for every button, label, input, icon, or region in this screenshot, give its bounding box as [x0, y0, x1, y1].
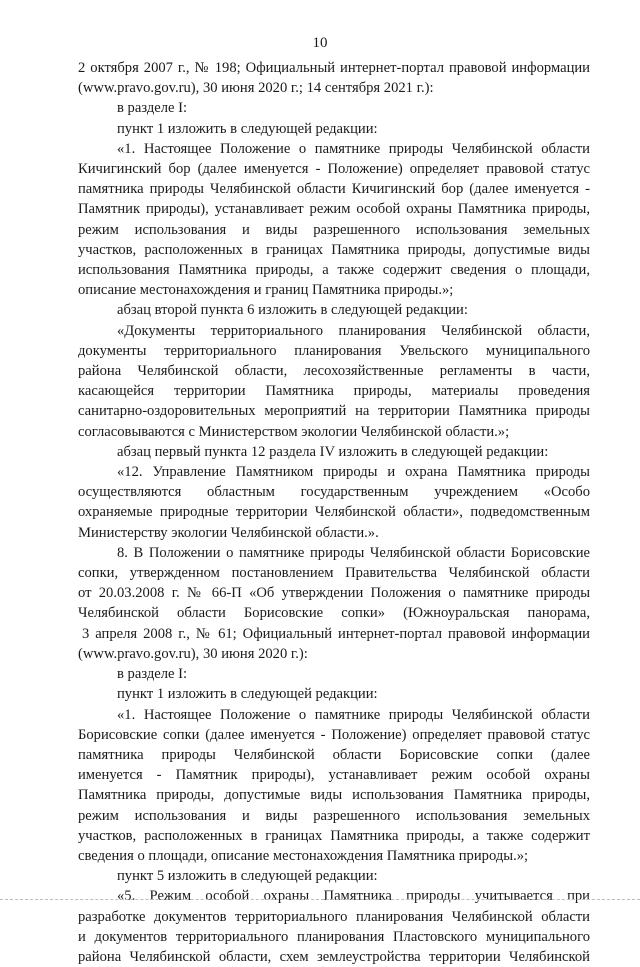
text-line: разработке документов территориального планирования Челябинской области: [78, 908, 590, 925]
text-line: «1. Настоящее Положение о памятнике природы Челябинской области: [117, 140, 590, 157]
text-line: «1. Настоящее Положение о памятнике природы Челябинской области: [117, 706, 590, 723]
text-line: (www.pravo.gov.ru), 30 июня 2020 г.; 14 сентября 2021 г.):: [78, 80, 434, 97]
text-line: описание местонахождения и границ Памятника природы.»;: [78, 282, 454, 299]
text-line: сведения о площади, описание местонахождения Памятника природы.»;: [78, 847, 529, 864]
text-line: абзац первый пункта 12 раздела IV изложить в следующей редакции:: [117, 443, 549, 460]
text-line: памятника природы Челябинской области Борисовские сопки (далее: [78, 746, 590, 763]
text-line: Памятник природы), устанавливает режим особой охраны Памятника природы,: [78, 201, 590, 218]
text-line: документы территориального планирования Увельского муниципального: [78, 342, 590, 359]
text-line: памятника природы Челябинской области Кичигинский бор (далее именуется -: [78, 181, 590, 198]
text-line: и документов территориального планирования Пластовского муниципального: [78, 928, 590, 945]
text-line: района Челябинской области, лесохозяйственные регламенты в части,: [78, 363, 590, 380]
text-line: абзац второй пункта 6 изложить в следующей редакции:: [117, 302, 468, 319]
text-line: Памятника природы, допустимые виды использования Памятника природы,: [78, 787, 590, 804]
text-line: санитарно-оздоровительных мероприятий на территории Памятника природы: [78, 403, 590, 420]
text-line: участков, расположенных в границах Памятника природы, а также содержит: [78, 827, 590, 844]
text-line: 3 апреля 2008 г., № 61; Официальный интернет-портал правовой информации: [82, 625, 590, 642]
text-line: (www.pravo.gov.ru), 30 июня 2020 г.):: [78, 645, 308, 662]
document-body: [78, 58, 590, 967]
text-line: района Челябинской области, схем землеустройства территории Челябинской: [78, 948, 590, 965]
text-line: 2 октября 2007 г., № 198; Официальный интернет-портал правовой информации: [78, 60, 590, 76]
page-number: 10: [312, 35, 328, 51]
text-line: сопки, утвержденном постановлением Правительства Челябинской области: [78, 565, 590, 582]
text-line: в разделе I:: [117, 100, 188, 117]
text-line: режим использования и виды разрешенного использования земельных: [78, 221, 590, 238]
text-line: «5. Режим особой охраны Памятника природы учитывается при: [117, 888, 590, 905]
text-line: Министерству экологии Челябинской области.».: [78, 524, 379, 541]
text-line: именуется - Памятник природы), устанавливает режим особой охраны: [78, 767, 590, 784]
text-line: осуществляются областным государственным учреждением «Особо: [78, 484, 590, 501]
text-line: режим использования и виды разрешенного использования земельных: [78, 807, 590, 824]
text-line: Борисовские сопки (далее именуется - Положение) определяет правовой статус: [78, 726, 590, 743]
text-line: использования Памятника природы, а также содержит сведения о площади,: [78, 262, 590, 279]
text-line: охраняемые природные территории Челябинской области», подведомственным: [78, 504, 590, 521]
text-line: касающейся территории Памятника природы, материалы проведения: [78, 383, 590, 400]
text-line: участков, расположенных в границах Памятника природы, допустимые виды: [78, 241, 590, 258]
text-line: Челябинской области Борисовские сопки» (Южноуральская панорама,: [78, 605, 590, 622]
page-bottom-edge: [0, 899, 640, 901]
text-line: «12. Управление Памятником природы и охрана Памятника природы: [117, 464, 590, 481]
text-line: в разделе I:: [117, 666, 188, 683]
text-line: Кичигинский бор (далее именуется - Положение) определяет правовой статус: [78, 161, 590, 178]
text-line: согласовываются с Министерством экологии Челябинской области.»;: [78, 423, 510, 440]
text-line: пункт 5 изложить в следующей редакции:: [117, 868, 378, 885]
text-line: «Документы территориального планирования Челябинской области,: [117, 322, 590, 339]
text-line: 8. В Положении о памятнике природы Челябинской области Борисовские: [117, 544, 590, 561]
text-line: пункт 1 изложить в следующей редакции:: [117, 120, 378, 137]
text-line: от 20.03.2008 г. № 66-П «Об утверждении Положения о памятнике природы: [78, 585, 590, 602]
text-line: пункт 1 изложить в следующей редакции:: [117, 686, 378, 703]
